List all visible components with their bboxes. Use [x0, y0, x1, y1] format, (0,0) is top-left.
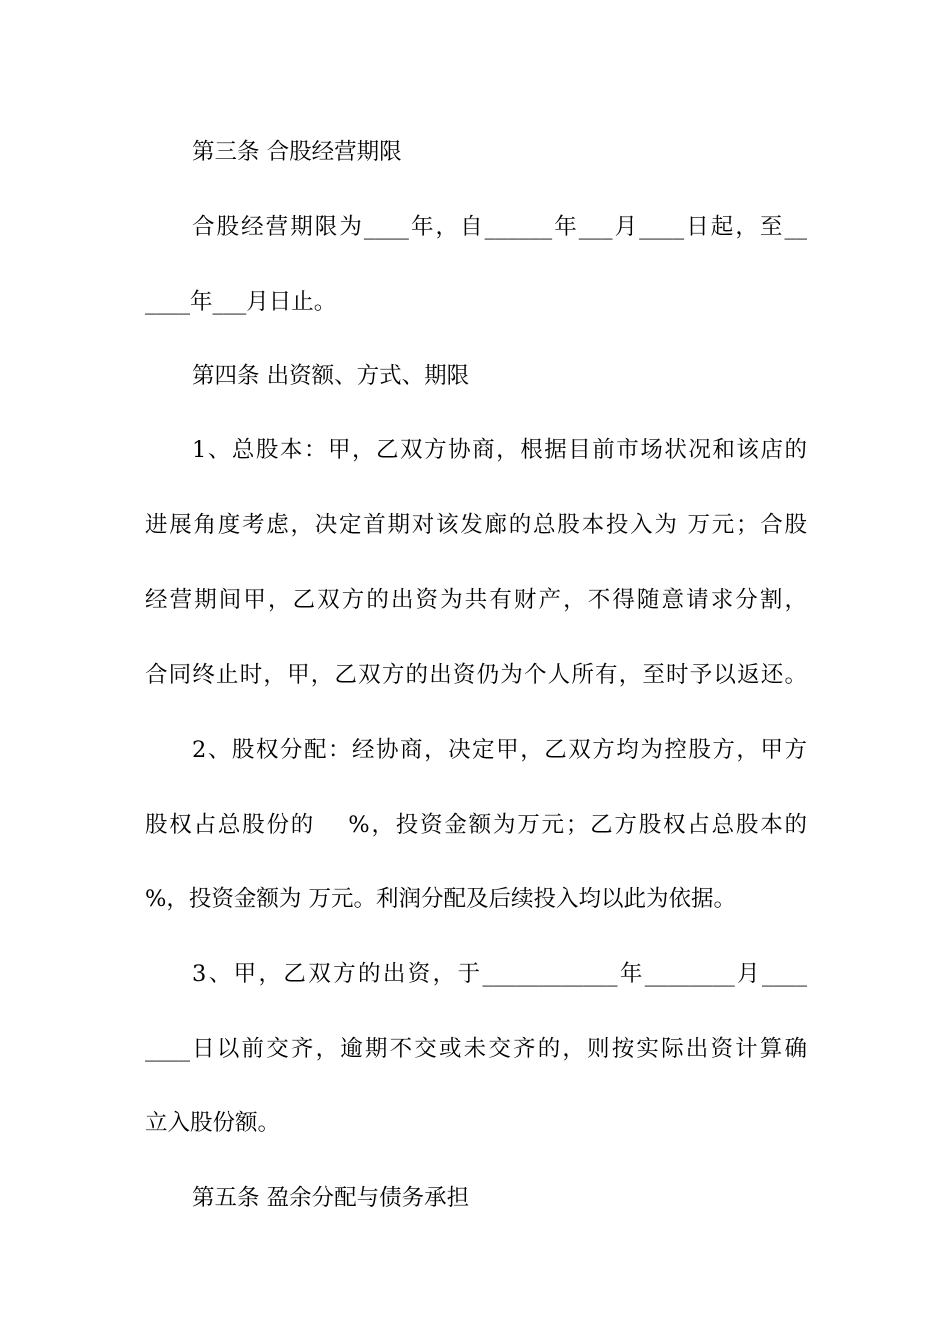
article-4-item-1-line-3: 经营期间甲，乙双方的出资为共有财产，不得随意请求分割，	[145, 587, 807, 613]
article-5-heading: 第五条 盈余分配与债务承担	[192, 1185, 470, 1211]
article-4-item-2-line-3: %，投资金额为 万元。利润分配及后续投入均以此为依据。	[145, 886, 737, 912]
article-4-item-3-line-1: 3、甲，乙双方的出资，于____________年________月____	[192, 961, 807, 987]
article-4-item-1-line-4: 合同终止时，甲，乙双方的出资仍为个人所有，至时予以返还。	[145, 662, 807, 688]
article-4-item-1-line-1: 1、总股本：甲，乙双方协商，根据目前市场状况和该店的	[192, 437, 807, 463]
article-3-term-line-1: 合股经营期限为____年，自______年___月____日起，至__	[192, 214, 807, 240]
article-4-item-2-line-2: 股权占总股份的 %，投资金额为万元；乙方股权占总股本的	[145, 812, 807, 838]
article-4-item-1-line-2: 进展角度考虑，决定首期对该发廊的总股本投入为 万元；合股	[145, 512, 807, 538]
article-3-heading: 第三条 合股经营期限	[192, 139, 402, 165]
article-4-item-3-line-2: ____日以前交齐，逾期不交或未交齐的，则按实际出资计算确	[145, 1036, 807, 1062]
article-4-heading: 第四条 出资额、方式、期限	[192, 363, 470, 389]
article-4-item-3-line-3: 立入股份额。	[145, 1110, 281, 1136]
article-3-term-line-2: ____年___月日止。	[145, 289, 337, 315]
article-4-item-2-line-1: 2、股权分配：经协商，决定甲，乙双方均为控股方，甲方	[192, 737, 807, 763]
